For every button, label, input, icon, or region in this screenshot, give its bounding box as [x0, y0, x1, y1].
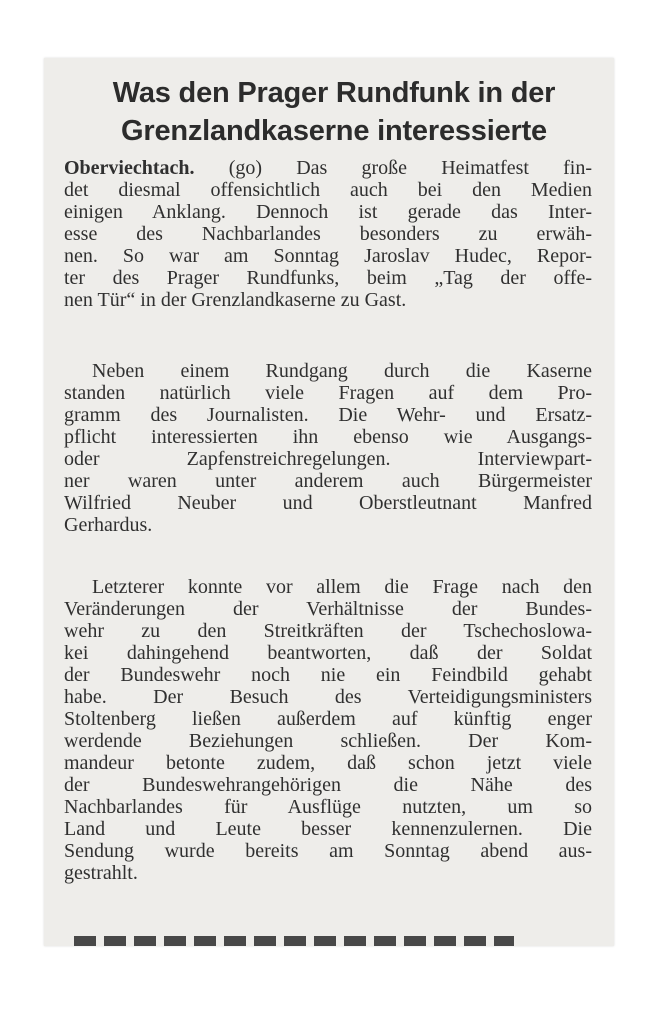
cut-off-next-headline — [74, 936, 514, 946]
paragraph-line: nen Tür“ in der Grenzlandkaserne zu Gast. — [64, 289, 407, 311]
paragraph-line: wehr zu den Streitkräften der Tschechoslowa- — [64, 620, 592, 642]
paragraph-line: Sendung wurde bereits am Sonntag abend aus- — [64, 840, 592, 862]
headline-line: Was den Prager Rundfunk in der — [112, 77, 556, 109]
paragraph-line: werdende Beziehungen schließen. Der Kom- — [64, 730, 592, 752]
paragraph-line: ter des Prager Rundfunks, beim „Tag der offe- — [64, 267, 592, 289]
paragraph-line: einigen Anklang. Dennoch ist gerade das Inter- — [64, 201, 592, 223]
paragraph-line: Letzterer konnte vor allem die Frage nach den — [92, 576, 592, 598]
paragraph-line: der Bundeswehr noch nie ein Feindbild gehabt — [64, 664, 592, 686]
paragraph-line: habe. Der Besuch des Verteidigungsministers — [64, 686, 592, 708]
paragraph-line: Wilfried Neuber und Oberstleutnant Manfred — [64, 492, 592, 514]
paragraph-line: Nachbarlandes für Ausflüge nutzten, um so — [64, 796, 592, 818]
paragraph-line-text: (go) Das große Heimatfest fin- — [194, 157, 592, 179]
paragraph-line: det diesmal offensichtlich auch bei den Medien — [64, 179, 592, 201]
paragraph-line: Neben einem Rundgang durch die Kaserne — [92, 360, 592, 382]
paragraph-line: nen. So war am Sonntag Jaroslav Hudec, Repor- — [64, 245, 592, 267]
paragraph-1 — [64, 157, 592, 311]
dateline: Oberviechtach. — [64, 157, 195, 179]
newspaper-clipping — [44, 58, 614, 946]
paragraph-line: Stoltenberg ließen außerdem auf künftig enger — [64, 708, 592, 730]
paragraph-line: Gerhardus. — [64, 514, 153, 536]
paragraph-line: Land und Leute besser kennenzulernen. Die — [64, 818, 592, 840]
paragraph-line: pflicht interessierten ihn ebenso wie Ausgangs- — [64, 426, 592, 448]
paragraph-line: der Bundeswehrangehörigen die Nähe des — [64, 774, 592, 796]
paragraph-line: standen natürlich viele Fragen auf dem Pro- — [64, 382, 592, 404]
paragraph-line: oder Zapfenstreichregelungen. Interviewpart- — [64, 448, 592, 470]
paragraph-line: ner waren unter anderem auch Bürgermeister — [64, 470, 592, 492]
paragraph-line: gramm des Journalisten. Die Wehr- und Ersatz- — [64, 404, 592, 426]
paragraph-line: mandeur betonte zudem, daß schon jetzt viele — [64, 752, 592, 774]
paragraph-2 — [64, 360, 592, 536]
paragraph-line: gestrahlt. — [64, 862, 138, 884]
paragraph-line — [64, 157, 592, 179]
paragraph-line: Veränderungen der Verhältnisse der Bundes- — [64, 598, 592, 620]
paragraph-3 — [64, 576, 592, 884]
article-headline — [62, 74, 606, 150]
headline-line: Grenzlandkaserne interessierte — [121, 115, 547, 147]
paragraph-line: kei dahingehend beantworten, daß der Soldat — [64, 642, 592, 664]
paragraph-line: esse des Nachbarlandes besonders zu erwäh- — [64, 223, 592, 245]
